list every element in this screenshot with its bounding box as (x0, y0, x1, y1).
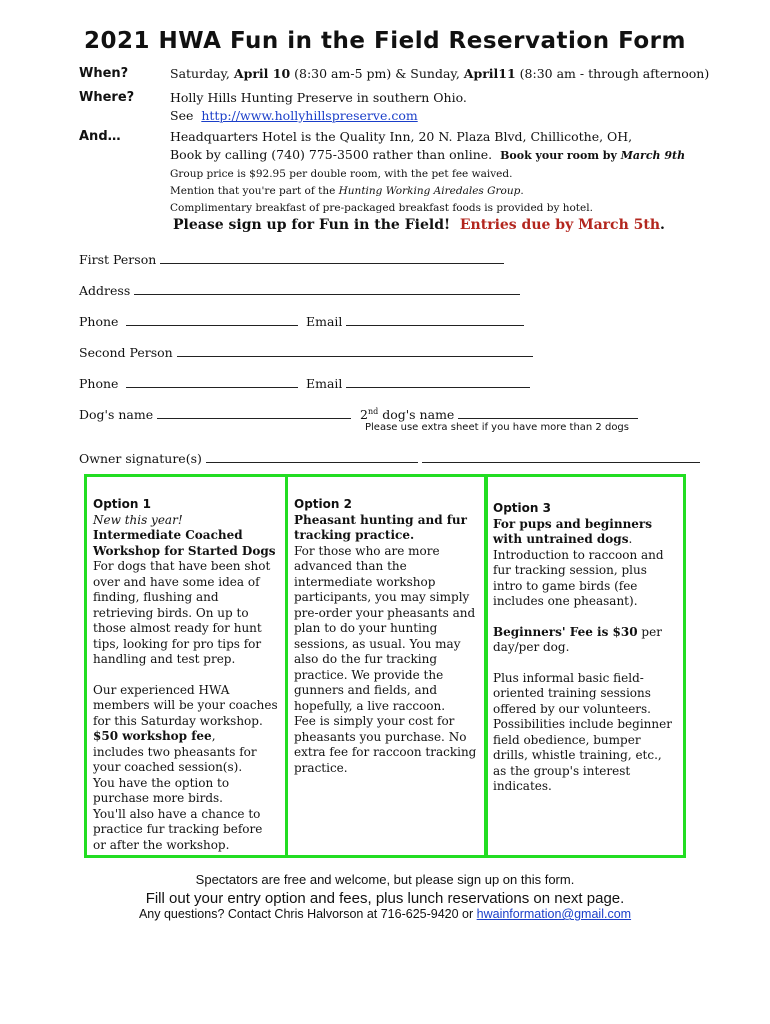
questions-note: Any questions? Contact Chris Halvorson at 716-625-9420 or hwainformation@gmail.com (138, 907, 632, 921)
when-label: When? (79, 66, 129, 81)
second-dog-name-field[interactable]: 2nd dog's name (360, 406, 638, 422)
where-text: Holly Hills Hunting Preserve in southern Ohio. (170, 90, 467, 105)
option-2-heading: Option 2 (294, 497, 352, 511)
option-2-box (285, 474, 488, 858)
contact-email-link[interactable]: hwainformation@gmail.com (476, 907, 632, 921)
option-1-box (84, 474, 288, 858)
option-3-heading: Option 3 (493, 501, 551, 515)
entries-due: Entries due by March 5th (459, 217, 661, 233)
second-person-field[interactable]: Second Person (79, 344, 533, 360)
option-1-heading: Option 1 (93, 497, 151, 511)
mention-group-text: Mention that you're part of the Hunting Working Airedales Group. (170, 185, 524, 197)
owner-signature-field[interactable]: Owner signature(s) (79, 450, 700, 466)
option-1-description: For dogs that have been shot over and have some idea of finding, flushing and retrieving birds. On up to those almost ready for hunt tips, looking for pro tips for handling and test prep. (93, 559, 271, 666)
option-1-fee: $50 workshop fee, (93, 729, 216, 743)
phone-field-2[interactable]: Phone (79, 375, 298, 391)
phone-field-1[interactable]: Phone (79, 313, 298, 329)
dog-name-field[interactable]: Dog's name (79, 406, 351, 422)
option-2-description: For those who are more advanced than the intermediate workshop participants, you may simply pre-order your pheasants and plan to do your hunting sessions, as usual. You may also do the fur tracking practice. We provide the gunners and fields, and hopefully, a live raccoon. (294, 543, 476, 713)
group-price-text: Group price is $92.95 per double room, with the pet fee waived. (170, 168, 513, 180)
option-1-more-birds: You have the option to purchase more birds. (93, 775, 230, 805)
where-see: See http://www.hollyhillspreserve.com (170, 108, 418, 123)
where-label: Where? (79, 90, 135, 105)
breakfast-text: Complimentary breakfast of pre-packaged breakfast foods is provided by hotel. (170, 202, 593, 214)
preserve-website-link[interactable]: http://www.hollyhillspreserve.com (201, 108, 418, 123)
option-1-coaches: Our experienced HWA members will be your coaches for this Saturday workshop. (93, 682, 278, 728)
option-2-name: Pheasant hunting and fur tracking practice. (294, 512, 467, 542)
fill-out-note: Fill out your entry option and fees, plus lunch reservations on next page. (145, 890, 625, 907)
extra-sheet-note: Please use extra sheet if you have more than 2 dogs (365, 422, 629, 433)
option-3-name: For pups and beginners with untrained dogs. (493, 516, 653, 546)
option-1-name: Intermediate Coached Workshop for Started Dogs (93, 528, 276, 558)
booking-text: Book by calling (740) 775-3500 rather than online. Book your room by March 9th (170, 147, 686, 162)
email-field-1[interactable]: Email (306, 313, 524, 329)
option-3-description: Introduction to raccoon and fur tracking session, plus intro to game birds (fee includes one pheasant). (493, 547, 664, 608)
option-1-tagline: New this year! (93, 512, 183, 527)
address-field[interactable]: Address (79, 282, 520, 298)
when-text: Saturday, April 10 (8:30 am-5 pm) & Sunday, April11 (8:30 am - through afternoon) (170, 66, 710, 81)
first-person-field[interactable]: First Person (79, 251, 504, 267)
email-field-2[interactable]: Email (306, 375, 530, 391)
option-3-fee: Beginners' Fee is $30 per day/per dog. (493, 624, 662, 654)
and-label: And… (79, 129, 121, 144)
option-1-fur-tracking: You'll also have a chance to practice fur tracking before or after the workshop. (93, 806, 263, 852)
option-3-box (484, 474, 686, 858)
form-title: 2021 HWA Fun in the Field Reservation Form (84, 28, 686, 54)
option-3-training: Plus informal basic field-oriented training sessions offered by our volunteers. Possibilities include beginner field obedience, bumper drills, whistle training, etc., as the group's interest indicates. (493, 670, 672, 793)
hotel-text: Headquarters Hotel is the Quality Inn, 20 N. Plaza Blvd, Chillicothe, OH, (170, 129, 633, 144)
signup-heading: Please sign up for Fun in the Field! Entries due by March 5th. (173, 217, 665, 233)
option-2-fee: Fee is simply your cost for pheasants you purchase. No extra fee for raccoon tracking practice. (294, 714, 477, 775)
option-1-pheasants: includes two pheasants for your coached session(s). (93, 744, 257, 774)
spectators-note: Spectators are free and welcome, but please sign up on this form. (195, 872, 575, 887)
